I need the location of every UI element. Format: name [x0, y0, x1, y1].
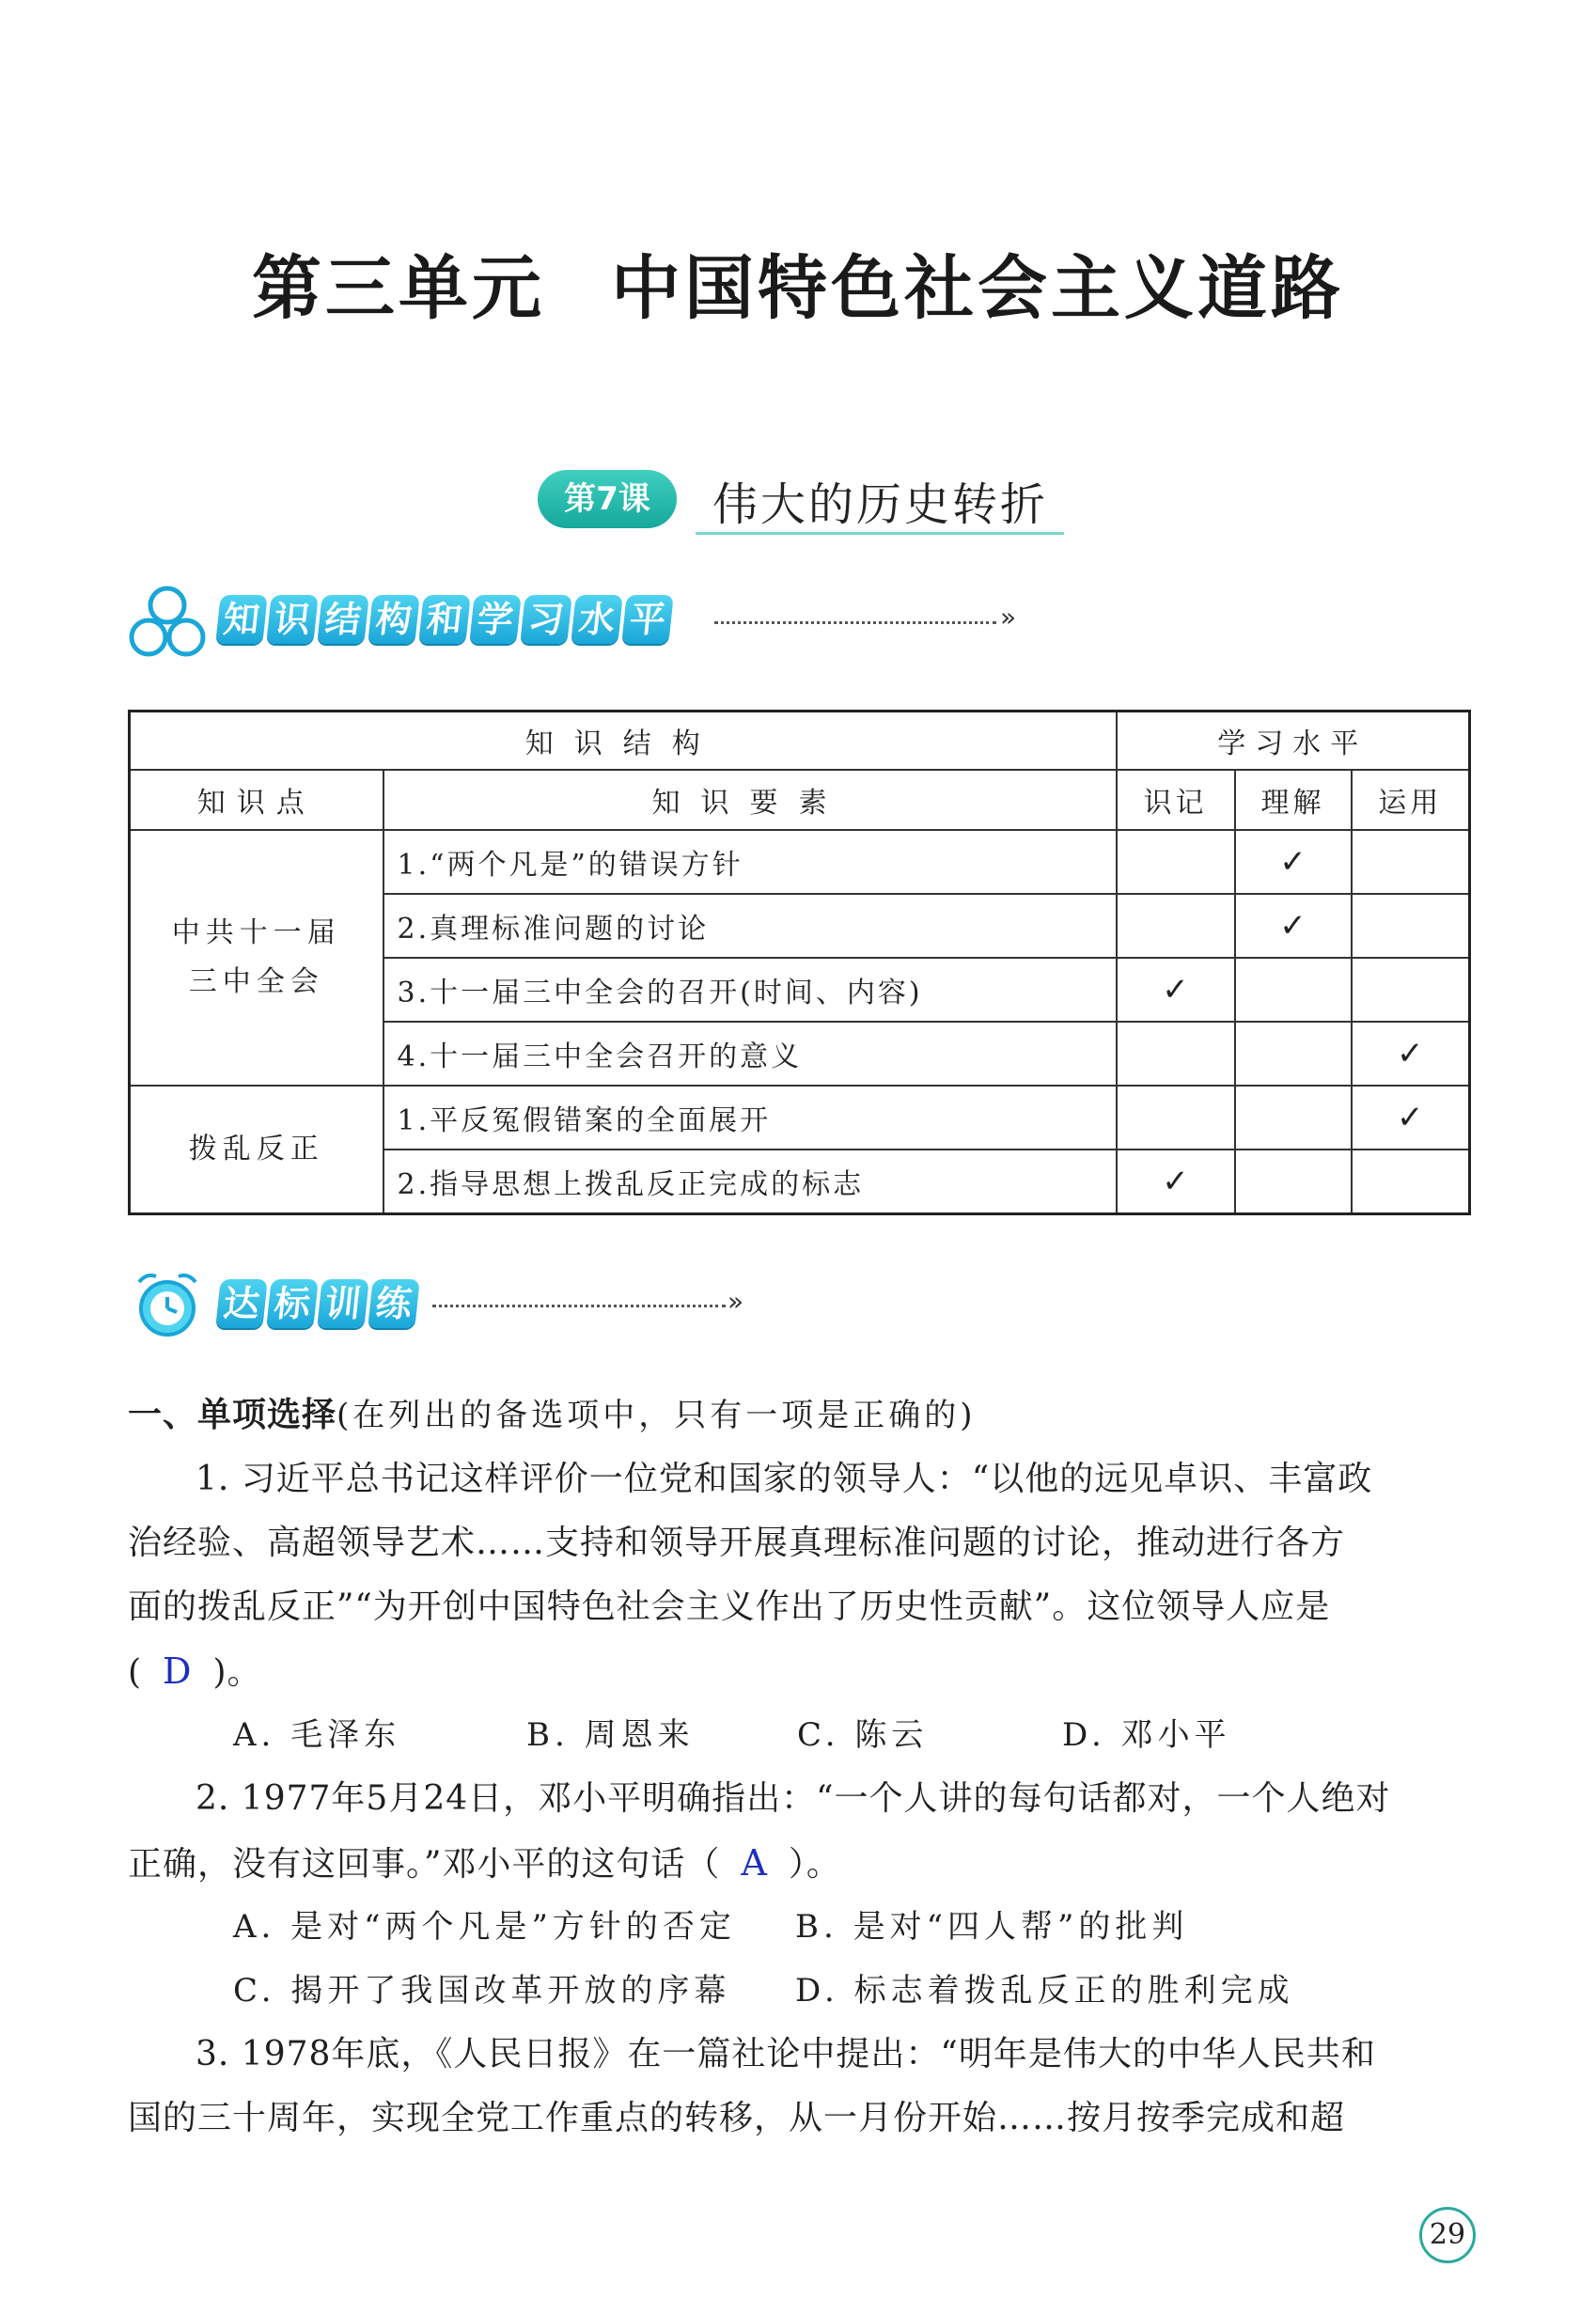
check-mark [1352, 894, 1470, 958]
section-training-arrow: » [728, 1286, 744, 1317]
section-title-char: 达 [215, 1279, 267, 1328]
knowledge-item: 4.十一届三中全会召开的意义 [383, 1022, 1117, 1086]
check-mark: ✓ [1117, 958, 1235, 1022]
part1-note: (在列出的备选项中，只有一项是正确的) [336, 1397, 977, 1434]
header-knowledge-structure: 知识结构 [130, 712, 1117, 771]
unit-title [0, 233, 1596, 333]
q2-line-2-text: 正确，没有这回事。”邓小平的这句话（ [128, 1845, 721, 1884]
unit-title-prefix: 第三单元 [252, 248, 545, 329]
q1-line-1: 1. 习近平总书记这样评价一位党和国家的领导人：“以他的远见卓识、丰富政 [196, 1460, 1373, 1498]
knowledge-item: 3.十一届三中全会的召开(时间、内容) [383, 958, 1117, 1022]
q2-option-c: C. 揭开了我国改革开放的序幕 [233, 1972, 731, 2010]
knowledge-item: 2.真理标准问题的讨论 [383, 894, 1117, 958]
check-mark [1352, 830, 1470, 894]
alarm-clock-icon [128, 1265, 207, 1344]
check-mark: ✓ [1352, 1086, 1470, 1150]
q2-line-1: 2. 1977年5月24日，邓小平明确指出：“一个人讲的每句话都对，一个人绝对 [196, 1779, 1391, 1818]
unit-title-main: 中国特色社会主义道路 [611, 248, 1344, 329]
section-title-char: 结 [317, 595, 368, 644]
knowledge-item: 1.平反冤假错案的全面展开 [383, 1086, 1117, 1150]
check-mark: ✓ [1235, 894, 1352, 958]
knowledge-point-line: 中共十一届 [171, 916, 341, 949]
section-knowledge-banner [218, 592, 675, 647]
section-title-char: 训 [317, 1279, 368, 1328]
section-title-char: 学 [469, 595, 521, 644]
header-learning-level: 学习水平 [1117, 712, 1470, 771]
knowledge-item: 2.指导思想上拨乱反正完成的标志 [383, 1150, 1117, 1214]
section-title-char: 习 [520, 595, 571, 644]
section-training-banner [218, 1276, 421, 1331]
q2-option-b: B. 是对“四人帮”的批判 [795, 1908, 1189, 1946]
q3-line-1: 3. 1978年底，《人民日报》在一篇社论中提出：“明年是伟大的中华人民共和 [196, 2035, 1376, 2073]
knowledge-point-line: 拨乱反正 [188, 1133, 324, 1165]
q3-line-2: 国的三十周年，实现全党工作重点的转移，从一月份开始……按月按季完成和超 [128, 2099, 1346, 2137]
check-mark [1235, 1086, 1352, 1150]
lesson-badge: 第7课 [538, 470, 677, 528]
check-mark [1235, 1150, 1352, 1214]
q1-answer: D [163, 1650, 193, 1692]
q2-option-a: A. 是对“两个凡是”方针的否定 [233, 1908, 736, 1946]
check-mark [1235, 1022, 1352, 1086]
check-mark [1235, 958, 1352, 1022]
table-row [130, 1086, 1470, 1150]
check-mark [1352, 1150, 1470, 1214]
q2-answer: A [741, 1842, 768, 1884]
q1-option-b: B. 周恩来 [526, 1716, 695, 1754]
table-row [130, 830, 1470, 894]
knowledge-item: 1.“两个凡是”的错误方针 [383, 830, 1117, 894]
part1-heading [128, 1384, 977, 1447]
col-level-apply: 运用 [1352, 770, 1470, 830]
section-title-char: 标 [266, 1279, 318, 1328]
paren-open: ( [128, 1653, 143, 1692]
q2-option-d: D. 标志着拨乱反正的胜利完成 [795, 1972, 1294, 2010]
q1-option-c: C. 陈云 [797, 1716, 929, 1754]
section-knowledge-arrow: » [1000, 602, 1017, 633]
q1-answer-line [128, 1639, 1468, 1705]
q2-line-2-end: ）。 [788, 1845, 841, 1884]
knowledge-point-line: 三中全会 [188, 965, 324, 998]
page-number: 29 [1419, 2207, 1476, 2263]
col-knowledge-elements: 知识要素 [383, 770, 1117, 830]
section-title-char: 知 [215, 595, 267, 644]
lesson-title: 伟大的历史转折 [712, 478, 1049, 531]
lesson-underline [696, 532, 1064, 535]
q1-option-d: D. 邓小平 [1062, 1716, 1231, 1754]
col-knowledge-point: 知识点 [130, 770, 383, 830]
check-mark [1352, 958, 1470, 1022]
check-mark: ✓ [1352, 1022, 1470, 1086]
check-mark [1117, 830, 1235, 894]
paren-close: )。 [212, 1653, 262, 1692]
q1-line-2: 治经验、高超领导艺术……支持和领导开展真理标准问题的讨论，推动进行各方 [128, 1524, 1346, 1562]
part1-title: 一、单项选择 [128, 1396, 337, 1434]
q1-option-a: A. 毛泽东 [233, 1716, 401, 1754]
col-level-memorize: 识记 [1117, 770, 1235, 830]
section-title-char: 识 [266, 595, 318, 644]
section-knowledge-dots [714, 621, 996, 624]
check-mark [1117, 1022, 1235, 1086]
section-training-dots [432, 1305, 726, 1307]
section-title-char: 构 [368, 595, 419, 644]
section-title-char: 水 [571, 595, 622, 644]
check-mark [1117, 894, 1235, 958]
q1-line-3: 面的拨乱反正”“为开创中国特色社会主义作出了历史性贡献”。这位领导人应是 [128, 1588, 1331, 1626]
knowledge-point-cell [130, 830, 383, 1086]
knowledge-table [128, 710, 1471, 1215]
q2-line-2 [128, 1831, 1468, 1897]
triangle-rings-icon [128, 583, 207, 662]
section-title-char: 平 [621, 595, 673, 644]
check-mark: ✓ [1235, 830, 1352, 894]
section-title-char: 和 [418, 595, 470, 644]
section-title-char: 练 [368, 1279, 419, 1328]
check-mark [1117, 1086, 1235, 1150]
col-level-understand: 理解 [1235, 770, 1352, 830]
knowledge-point-cell [130, 1086, 383, 1214]
check-mark: ✓ [1117, 1150, 1235, 1214]
